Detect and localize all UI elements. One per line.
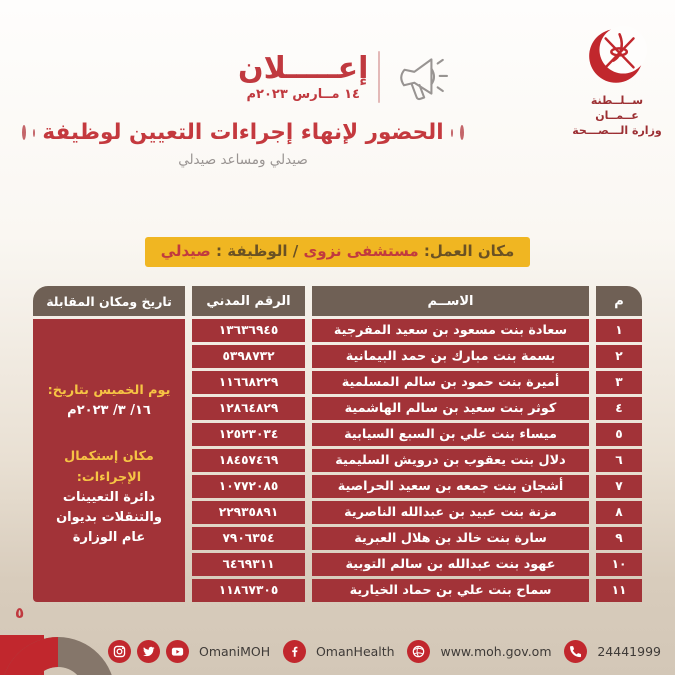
announcement-title: إعـــــلان bbox=[238, 51, 369, 86]
ring-decoration-icon bbox=[451, 129, 453, 137]
row-name-cell: عهود بنت عبدالله بن سالم التوبية bbox=[312, 553, 589, 577]
row-civil-id-cell: ١٨٤٥٧٤٦٩ bbox=[192, 449, 305, 473]
twitter-icon[interactable] bbox=[137, 640, 160, 663]
row-name-cell: أشجان بنت جمعه بن سعيد الحراصية bbox=[312, 475, 589, 499]
facebook-icon[interactable] bbox=[283, 640, 306, 663]
candidates-table bbox=[33, 286, 642, 602]
workplace-banner bbox=[145, 237, 531, 267]
announcement-header bbox=[238, 48, 448, 106]
row-index-cell: ١١ bbox=[596, 579, 642, 603]
row-civil-id-cell: ١٠٧٧٢٠٨٥ bbox=[192, 475, 305, 499]
interview-place: دائرة التعيينات والتنقلات بديوان عام الوزارة bbox=[56, 490, 162, 546]
position-value: صيدلي bbox=[160, 242, 211, 260]
row-name-cell: سماح بنت علي بن حماد الخيارية bbox=[312, 579, 589, 603]
column-header-civil-id: الرقم المدني bbox=[192, 286, 305, 316]
workplace-banner-wrap bbox=[0, 237, 675, 267]
column-header-name: الاســم bbox=[312, 286, 589, 316]
website-label[interactable]: www.moh.gov.om bbox=[440, 644, 552, 659]
youtube-icon[interactable] bbox=[166, 640, 189, 663]
interview-place-label: مكان إستكمال الإجراءات: bbox=[64, 449, 154, 485]
interview-info-cell bbox=[33, 319, 185, 603]
row-name-cell: دلال بنت يعقوب بن درويش السليمية bbox=[312, 449, 589, 473]
announcement-date: ١٤ مــارس ٢٠٢٣م bbox=[246, 87, 360, 102]
row-index-cell: ٨ bbox=[596, 501, 642, 525]
phone-label[interactable]: 24441999 bbox=[597, 644, 661, 659]
table-grid bbox=[33, 286, 642, 602]
row-name-cell: ميساء بنت علي بن السبع السيابية bbox=[312, 423, 589, 447]
row-index-cell: ٧ bbox=[596, 475, 642, 499]
workplace-label: مكان العمل: bbox=[423, 242, 515, 260]
announcement-text bbox=[238, 52, 368, 102]
row-name-cell: مزنة بنت عبيد بن عبدالله الناصرية bbox=[312, 501, 589, 525]
ministry-logo bbox=[569, 26, 665, 139]
title-block bbox=[28, 120, 458, 168]
row-name-cell: أميرة بنت حمود بن سالم المسلمية bbox=[312, 371, 589, 395]
row-civil-id-cell: ١٢٥٢٣٠٣٤ bbox=[192, 423, 305, 447]
ring-decoration-icon bbox=[33, 129, 35, 137]
phone-group bbox=[564, 640, 661, 663]
row-name-cell: بسمة بنت مبارك بن حمد البيمانية bbox=[312, 345, 589, 369]
page-number: ٥ bbox=[15, 604, 25, 622]
social-handle-label[interactable]: OmaniMOH bbox=[199, 644, 271, 659]
row-civil-id-cell: ١١٦٦٨٢٢٩ bbox=[192, 371, 305, 395]
globe-icon[interactable] bbox=[407, 640, 430, 663]
row-index-cell: ٦ bbox=[596, 449, 642, 473]
page-subtitle: صيدلي ومساعد صيدلي bbox=[178, 152, 308, 168]
logo-text-line2: وزارة الـــصـــحة bbox=[572, 123, 662, 137]
row-index-cell: ٤ bbox=[596, 397, 642, 421]
row-name-cell: سعادة بنت مسعود بن سعيد المفرجية bbox=[312, 319, 589, 343]
workplace-value: مستشفى نزوى bbox=[303, 242, 419, 260]
row-civil-id-cell: ٢٢٩٣٥٨٩١ bbox=[192, 501, 305, 525]
website-group bbox=[407, 640, 551, 663]
facebook-group bbox=[283, 640, 395, 663]
column-header-interview: تاريخ ومكان المقابلة bbox=[33, 286, 185, 316]
logo-text-line1: ســلــطنة عــمــان bbox=[590, 94, 644, 122]
interview-date: ١٦/ ٣/ ٢٠٢٣م bbox=[67, 402, 151, 418]
row-index-cell: ٢ bbox=[596, 345, 642, 369]
row-civil-id-cell: ١١٨٦٧٣٠٥ bbox=[192, 579, 305, 603]
row-civil-id-cell: ٧٩٠٦٣٥٤ bbox=[192, 527, 305, 551]
row-name-cell: سارة بنت خالد بن هلال العبرية bbox=[312, 527, 589, 551]
page-title: الحضور لإنهاء إجراءات التعيين لوظيفة bbox=[42, 120, 444, 145]
row-index-cell: ٩ bbox=[596, 527, 642, 551]
interview-date-label: يوم الخميس بتاريخ: bbox=[47, 382, 171, 398]
column-header-index: م bbox=[596, 286, 642, 316]
ring-decoration-icon bbox=[22, 125, 26, 140]
facebook-handle-label[interactable]: OmanHealth bbox=[315, 644, 395, 659]
row-index-cell: ١ bbox=[596, 319, 642, 343]
crescent-emblem-icon bbox=[584, 26, 650, 88]
row-civil-id-cell: ٥٣٩٨٧٣٢ bbox=[192, 345, 305, 369]
footer-bar bbox=[108, 640, 661, 663]
divider bbox=[378, 51, 380, 103]
instagram-icon[interactable] bbox=[108, 640, 131, 663]
social-media-group bbox=[108, 640, 270, 663]
megaphone-icon bbox=[390, 48, 448, 106]
row-index-cell: ١٠ bbox=[596, 553, 642, 577]
row-civil-id-cell: ١٣٦٣٦٩٤٥ bbox=[192, 319, 305, 343]
phone-icon[interactable] bbox=[564, 640, 587, 663]
row-index-cell: ٥ bbox=[596, 423, 642, 447]
row-civil-id-cell: ١٢٨٦٤٨٢٩ bbox=[192, 397, 305, 421]
ring-decoration-icon bbox=[460, 125, 464, 140]
row-civil-id-cell: ٦٤٦٩٣١١ bbox=[192, 553, 305, 577]
position-label: / الوظيفة : bbox=[216, 242, 299, 260]
row-name-cell: كوثر بنت سعيد بن سالم الهاشمية bbox=[312, 397, 589, 421]
row-index-cell: ٣ bbox=[596, 371, 642, 395]
